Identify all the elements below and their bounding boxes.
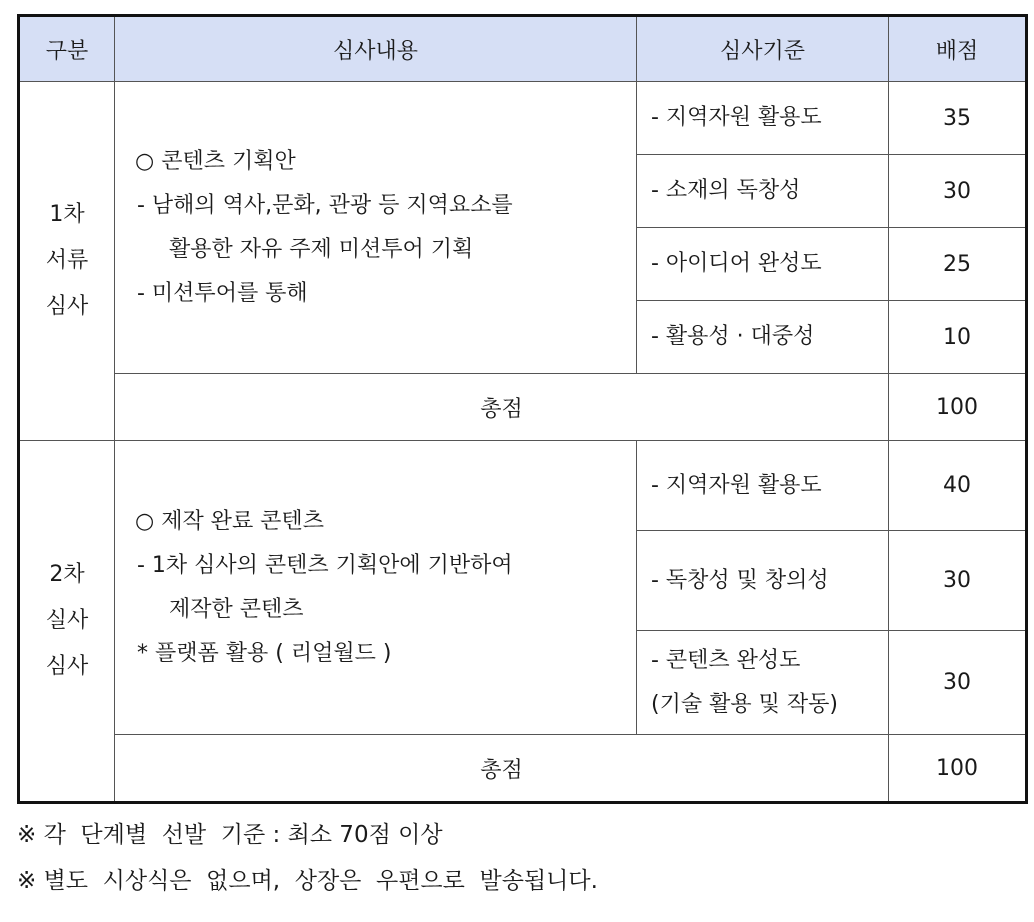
stage1-label: 1차 서류 심사 bbox=[19, 82, 115, 441]
stage2-content: ○ 제작 완료 콘텐츠 - 1차 심사의 콘텐츠 기획안에 기반하여 제작한 콘텐츠 * 플랫폼 활용 ( 리얼월드 ) bbox=[115, 441, 637, 735]
table-header-row bbox=[19, 16, 1027, 82]
header-content: 심사내용 bbox=[115, 16, 637, 82]
criteria-item: - 독창성 및 창의성 bbox=[637, 531, 889, 631]
total-score: 100 bbox=[889, 374, 1027, 441]
criteria-item: - 지역자원 활용도 bbox=[637, 441, 889, 531]
header-score: 배점 bbox=[889, 16, 1027, 82]
criteria-item: - 아이디어 완성도 bbox=[637, 228, 889, 301]
note-selection-criteria: ※ 각 단계별 선발 기준 : 최소 70점 이상 bbox=[17, 822, 443, 848]
criteria-item: - 콘텐츠 완성도 (기술 활용 및 작동) bbox=[637, 631, 889, 735]
table-row bbox=[19, 441, 1027, 531]
note-award: ※ 별도 시상식은 없으며, 상장은 우편으로 발송됩니다. bbox=[17, 868, 598, 894]
header-criteria: 심사기준 bbox=[637, 16, 889, 82]
score-value: 35 bbox=[889, 82, 1027, 155]
criteria-item: - 소재의 독창성 bbox=[637, 155, 889, 228]
criteria-item: - 지역자원 활용도 bbox=[637, 82, 889, 155]
score-value: 30 bbox=[889, 631, 1027, 735]
total-label: 총점 bbox=[115, 735, 889, 803]
score-value: 30 bbox=[889, 155, 1027, 228]
total-row bbox=[19, 374, 1027, 441]
header-category: 구분 bbox=[19, 16, 115, 82]
stage2-label: 2차 실사 심사 bbox=[19, 441, 115, 803]
notes bbox=[17, 812, 598, 904]
score-value: 10 bbox=[889, 301, 1027, 374]
criteria-item: - 활용성 · 대중성 bbox=[637, 301, 889, 374]
total-score: 100 bbox=[889, 735, 1027, 803]
score-value: 40 bbox=[889, 441, 1027, 531]
total-row bbox=[19, 735, 1027, 803]
score-value: 25 bbox=[889, 228, 1027, 301]
score-value: 30 bbox=[889, 531, 1027, 631]
evaluation-table bbox=[17, 14, 1028, 804]
total-label: 총점 bbox=[115, 374, 889, 441]
stage1-content: ○ 콘텐츠 기획안 - 남해의 역사,문화, 관광 등 지역요소를 활용한 자유 주제 미션투어 기획 - 미션투어를 통해 bbox=[115, 82, 637, 374]
table-row bbox=[19, 82, 1027, 155]
